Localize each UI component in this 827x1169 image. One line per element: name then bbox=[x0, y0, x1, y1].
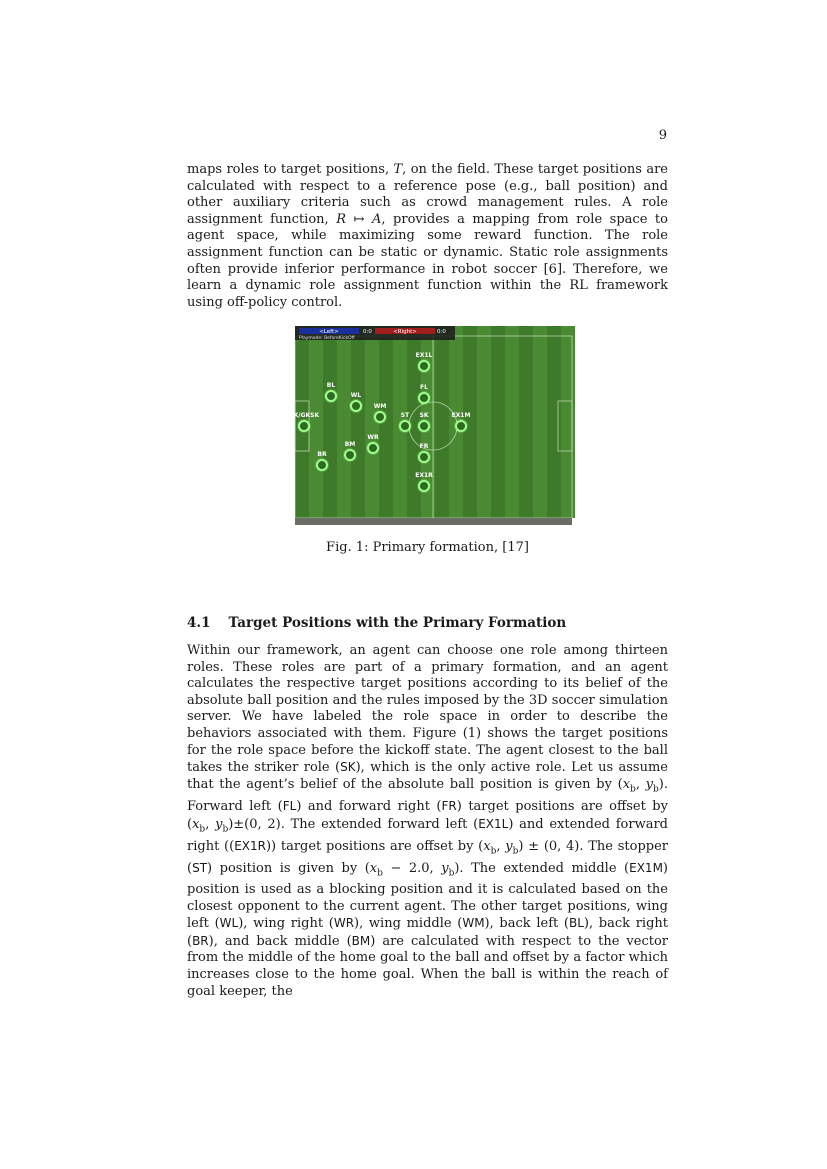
player-label: FL bbox=[420, 384, 428, 391]
player-label: WR bbox=[367, 434, 379, 441]
text-run: ) position is given by ( bbox=[207, 860, 370, 876]
player-label: WL bbox=[350, 392, 362, 399]
text-run: ), wing middle ( bbox=[354, 916, 463, 932]
text-run: b bbox=[630, 784, 636, 795]
player-label: BM bbox=[344, 441, 356, 448]
text-run: SK bbox=[340, 760, 356, 775]
section-heading bbox=[187, 615, 566, 631]
player-ring bbox=[351, 401, 361, 411]
player-ring bbox=[317, 460, 327, 470]
text-run: b bbox=[512, 846, 519, 857]
text-run: x bbox=[483, 838, 491, 854]
text-run: maps roles to target positions, bbox=[187, 162, 394, 177]
text-run: , bbox=[635, 776, 646, 792]
text-run: y bbox=[645, 776, 654, 792]
player-ring bbox=[419, 361, 429, 371]
pitch-stripe bbox=[323, 326, 337, 518]
player-ring bbox=[345, 450, 355, 460]
left-score: 0:0 bbox=[363, 329, 372, 335]
player-label: ST bbox=[400, 412, 410, 419]
pitch-stripe bbox=[435, 326, 449, 518]
text-run: y bbox=[441, 860, 449, 876]
player-ring bbox=[400, 421, 410, 431]
text-run: Within our framework, an agent can choose one role among thirteen roles. These roles are part of a primary formation, and an agent calculates the respective target positions according to its belief of the absolute ball position and the rules imposed by the 3D soccer simulation server. We have labeled the role space in order to describe the behaviors associated with them. Figure (1) shows the target positions for the role space before the kickoff state. The agent closest to the ball takes the striker role ( bbox=[187, 643, 668, 776]
text-run: EX1M bbox=[629, 860, 663, 875]
pitch-stripe bbox=[351, 326, 365, 518]
player-ring bbox=[326, 391, 336, 401]
player-label: EX1R bbox=[415, 472, 433, 479]
section-number: 4.1 bbox=[187, 615, 211, 631]
text-run: ) position is used as a blocking position and it is calculated based on the closest opponent to the current agent. The other target positions, wing left ( bbox=[187, 860, 668, 932]
player-ring bbox=[456, 421, 466, 431]
text-run: BM bbox=[351, 933, 371, 948]
pitch-stripe bbox=[477, 326, 491, 518]
player-ring bbox=[419, 393, 429, 403]
player-marker bbox=[343, 441, 357, 462]
player-ring bbox=[419, 481, 429, 491]
text-run: ), and back middle ( bbox=[208, 933, 352, 949]
player-label: FR bbox=[419, 443, 429, 450]
text-run: x bbox=[369, 860, 378, 876]
pitch-stripe bbox=[519, 326, 533, 518]
text-run: EX1R bbox=[234, 838, 266, 853]
right-team-label: <Right> bbox=[393, 329, 417, 335]
text-run: , bbox=[496, 838, 506, 854]
text-run: ) target positions are offset by ( bbox=[187, 798, 668, 832]
paragraph-intro bbox=[187, 162, 668, 311]
text-run: b bbox=[377, 868, 383, 879]
player-ring bbox=[419, 452, 429, 462]
text-run: R ↦ A bbox=[336, 211, 382, 227]
text-run: FR bbox=[441, 798, 457, 813]
text-run: ) and forward right ( bbox=[296, 798, 442, 814]
player-marker bbox=[373, 403, 387, 424]
text-run: ), which is the only active role. Let us assume that the agent’s belief of the absolute ball position is given by ( bbox=[187, 760, 668, 792]
text-run: b bbox=[222, 824, 229, 835]
left-team-label: <Left> bbox=[319, 329, 339, 335]
player-label: EX1L bbox=[415, 352, 433, 359]
text-run: WL bbox=[219, 916, 239, 931]
text-run: b bbox=[199, 824, 206, 835]
text-run: , on the field. These target positions are calculated with respect to a reference pose (e.g., ball position) and other auxiliary criteria such as crowd management rules. A role assignment function, bbox=[187, 162, 669, 227]
text-run: EX1L bbox=[478, 816, 509, 831]
text-run: T bbox=[393, 162, 403, 177]
player-ring bbox=[375, 412, 385, 422]
pitch-stripe bbox=[547, 326, 561, 518]
pitch-stripe bbox=[309, 326, 323, 518]
text-run: ). Forward left ( bbox=[187, 776, 668, 814]
pitch-stripe bbox=[491, 326, 505, 518]
text-run: y bbox=[215, 816, 223, 832]
player-label: BR bbox=[317, 451, 327, 458]
text-run: ), wing right ( bbox=[238, 916, 334, 932]
text-run: − 2.0, bbox=[382, 860, 442, 876]
formation-figure bbox=[288, 326, 572, 525]
player-label: WM bbox=[373, 403, 387, 410]
text-run: ) are calculated with respect to the vector from the middle of the home goal to the ball and offset by a factor which increases close to the home goal. When the ball is within the reach of goal keeper, the bbox=[187, 933, 668, 999]
pitch-stripe bbox=[505, 326, 519, 518]
text-run: ) ± (0, 4). The stopper ( bbox=[187, 838, 668, 876]
text-run: , provides a mapping from role space to agent space, while maximizing some reward function. The role assignment function can be static or dynamic. Static role assignments often provide inferior performance in robot soccer [6]. Therefore, we learn a dynamic role assignment function within the RL framework using off-policy control. bbox=[187, 211, 668, 310]
player-marker bbox=[349, 392, 363, 413]
pitch-stripe bbox=[337, 326, 351, 518]
player-marker bbox=[366, 434, 380, 455]
playmode-text: Playmode: BeforeKickOff bbox=[299, 336, 355, 341]
text-run: b bbox=[448, 868, 455, 879]
player-label: SK bbox=[419, 412, 429, 419]
page-number: 9 bbox=[658, 128, 667, 143]
section-title: Target Positions with the Primary Formation bbox=[228, 615, 567, 631]
text-run: )±(0, 2). The extended forward left ( bbox=[228, 816, 479, 832]
text-run: b bbox=[653, 784, 659, 795]
text-run: WR bbox=[333, 916, 355, 931]
text-run: x bbox=[192, 816, 200, 832]
player-ring bbox=[419, 421, 429, 431]
text-run: x bbox=[622, 776, 631, 792]
pitch-stripe bbox=[561, 326, 575, 518]
text-run: WM bbox=[462, 916, 485, 931]
player-label: BL bbox=[326, 382, 336, 389]
text-run: , bbox=[205, 816, 216, 832]
text-run: ) and extended forward right (( bbox=[187, 816, 668, 854]
player-label: EX1M bbox=[451, 412, 471, 419]
soccer-field-image bbox=[288, 326, 572, 525]
player-ring bbox=[299, 421, 309, 431]
bottom-strip bbox=[295, 518, 572, 525]
text-run: ST bbox=[192, 860, 208, 875]
text-run: ), back left ( bbox=[484, 916, 569, 932]
text-run: BR bbox=[192, 933, 209, 948]
text-run: ). The extended middle ( bbox=[454, 860, 630, 876]
figure-caption: Fig. 1: Primary formation, [17] bbox=[326, 540, 529, 555]
text-run: b bbox=[490, 846, 497, 857]
text-run: BL bbox=[569, 916, 584, 931]
text-run: ), back right ( bbox=[187, 916, 669, 949]
player-ring bbox=[368, 443, 378, 453]
text-run: y bbox=[505, 838, 513, 854]
paragraph-body bbox=[187, 643, 668, 1000]
right-score: 0:0 bbox=[437, 329, 446, 335]
pitch-stripe bbox=[533, 326, 547, 518]
text-run: )) target positions are offset by ( bbox=[265, 838, 484, 854]
player-label: GK/GKSK bbox=[288, 412, 320, 419]
text-run: FL bbox=[282, 798, 297, 813]
